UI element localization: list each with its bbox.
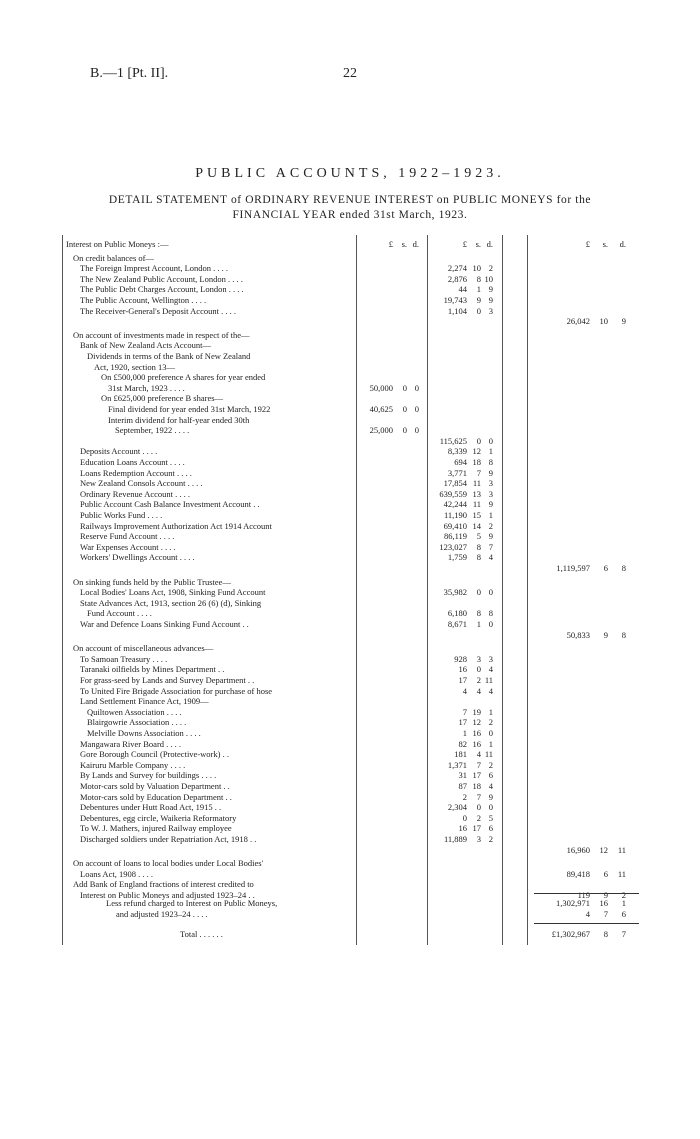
amount-cell: 2,274 10 2 xyxy=(447,263,493,274)
row-label: War Expenses Account . . . . xyxy=(80,541,176,552)
row-label: Kairuru Marble Company . . . . xyxy=(80,759,186,770)
total-amount: £1,302,967 8 7 xyxy=(551,929,626,939)
amount-cell: 25,000 0 0 xyxy=(369,425,419,436)
amount-cell: 2,304 0 0 xyxy=(447,802,493,813)
row-label: War and Defence Loans Sinking Fund Account . . xyxy=(80,619,249,629)
amount-cell: 123,027 8 7 xyxy=(439,541,493,552)
amount-cell: 26,042 10 9 xyxy=(566,316,626,327)
amount-cell: 8,339 12 1 xyxy=(447,446,493,457)
row-label: Public Account Cash Balance Investment Account . . xyxy=(80,499,260,510)
subtitle-line-2: FINANCIAL YEAR ended 31st March, 1923. xyxy=(232,209,468,221)
amount-cell: 7 19 1 xyxy=(462,706,493,717)
row-label: The New Zealand Public Account, London . . . . xyxy=(80,273,243,284)
row-label: Deposits Account . . . . xyxy=(80,446,158,457)
row-label: Reserve Fund Account . . . . xyxy=(80,531,175,542)
amount-cell: 44 1 9 xyxy=(458,284,493,295)
subtitle-line-1: DETAIL STATEMENT of ORDINARY REVENUE INTEREST on PUBLIC MONEYS for the xyxy=(108,194,592,206)
row-label: September, 1922 . . . . xyxy=(115,425,190,436)
row-label: Add Bank of England fractions of interest credited to xyxy=(73,879,254,890)
row-label: Loans Act, 1908 . . . . xyxy=(80,868,153,879)
amount-cell: 119 9 2 xyxy=(577,890,626,900)
amount-cell: 1,104 0 3 xyxy=(447,305,493,316)
row-label: Debentures, egg circle, Waikeria Reformatory xyxy=(80,812,237,823)
refund-label-1: Less refund charged to Interest on Public Moneys, xyxy=(106,898,278,908)
table-border-left xyxy=(62,235,63,945)
amount-cell: £ s. d. xyxy=(388,239,419,249)
amount-cell: 694 18 8 xyxy=(454,457,493,467)
row-label: By Lands and Survey for buildings . . . . xyxy=(80,770,217,781)
row-label: Bank of New Zealand Acts Account— xyxy=(80,340,212,351)
amount-cell: £ s. d. xyxy=(585,239,626,249)
revenue-table xyxy=(62,235,642,945)
column-divider-4 xyxy=(527,235,528,945)
row-label: 31st March, 1923 . . . . xyxy=(108,382,185,393)
row-label: Discharged soldiers under Repatriation Act, 1918 . . xyxy=(80,834,257,844)
amount-cell: 8,671 1 0 xyxy=(447,619,493,629)
page-title: PUBLIC ACCOUNTS, 1922–1923. xyxy=(195,166,505,181)
row-label: Interest on Public Moneys and adjusted 1923–24 . . xyxy=(80,890,255,900)
amount-cell: 0 2 5 xyxy=(462,812,493,823)
amount-cell: 50,833 9 8 xyxy=(566,629,626,640)
amount-cell: 19,743 9 9 xyxy=(443,295,493,305)
row-label: Motor-cars sold by Valuation Department . . xyxy=(80,781,230,791)
amount-cell: 69,410 14 2 xyxy=(443,520,493,531)
row-label: On credit balances of— xyxy=(73,252,154,263)
amount-cell: 1,371 7 2 xyxy=(447,759,493,770)
amount-cell: 11,190 15 1 xyxy=(443,510,493,520)
row-label: Workers' Dwellings Account . . . . xyxy=(80,552,195,563)
row-label: Act, 1920, section 13— xyxy=(94,361,175,372)
row-label: Ordinary Revenue Account . . . . xyxy=(80,488,190,499)
row-label: Local Bodies' Loans Act, 1908, Sinking Fund Account xyxy=(80,587,266,598)
amount-cell: 928 3 3 xyxy=(454,653,493,664)
amount-cell: 35,982 0 0 xyxy=(443,587,493,598)
subtitle xyxy=(50,193,650,223)
row-label: Fund Account . . . . xyxy=(87,608,152,619)
total-label: Total . . . . . . xyxy=(180,929,223,939)
row-label: Land Settlement Finance Act, 1909— xyxy=(80,696,209,707)
amount-cell: 11,889 3 2 xyxy=(443,834,493,844)
amount-cell: 17,854 11 3 xyxy=(443,478,493,489)
row-label: On account of miscellaneous advances— xyxy=(73,643,214,654)
row-label: Loans Redemption Account . . . . xyxy=(80,467,192,478)
column-divider-2 xyxy=(427,235,428,945)
row-label: Blairgowrie Association . . . . xyxy=(87,717,187,728)
row-label: To Samoan Treasury . . . . xyxy=(80,653,168,664)
row-label: On £500,000 preference A shares for year ended xyxy=(101,372,266,383)
row-label: Motor-cars sold by Education Department . . xyxy=(80,791,232,802)
row-label: Mangawara River Board . . . . xyxy=(80,738,182,749)
amount-cell: 1,759 8 4 xyxy=(447,552,493,563)
row-label: Railways Improvement Authorization Act 1914 Account xyxy=(80,520,272,531)
amount-cell: 42,244 11 9 xyxy=(443,499,493,510)
row-label: On £625,000 preference B shares— xyxy=(101,393,224,404)
amount-cell: 115,625 0 0 xyxy=(439,435,493,446)
amount-cell: 16,960 12 11 xyxy=(566,844,626,855)
row-label: Quiltowen Association . . . . xyxy=(87,706,182,717)
amount-cell: 639,559 13 3 xyxy=(439,488,493,499)
row-label: On account of investments made in respect of the— xyxy=(73,329,250,340)
row-label: For grass-seed by Lands and Survey Department . . xyxy=(80,675,255,685)
refund-amount: 4 7 6 xyxy=(585,909,626,919)
row-label: The Receiver-General's Deposit Account . . . . xyxy=(80,305,236,316)
row-label: To United Fire Brigade Association for purchase of hose xyxy=(80,685,273,696)
amount-cell: 2,876 8 10 xyxy=(447,273,493,284)
amount-cell: 31 17 6 xyxy=(458,770,493,781)
row-label: Debentures under Hutt Road Act, 1915 . . xyxy=(80,802,222,813)
amount-cell: 6,180 8 8 xyxy=(447,608,493,619)
amount-cell: 89,418 6 11 xyxy=(566,868,626,879)
row-label: Interim dividend for half-year ended 30th xyxy=(108,414,250,425)
amount-cell: 16 0 4 xyxy=(458,664,493,675)
document-reference: B.—1 [Pt. II]. xyxy=(90,66,169,81)
amount-cell: 86,119 5 9 xyxy=(443,531,493,542)
amount-cell: 181 4 11 xyxy=(454,749,493,760)
row-label: Taranaki oilfields by Mines Department . . xyxy=(80,664,225,675)
amount-cell: 4 4 4 xyxy=(462,685,493,696)
amount-cell: 3,771 7 9 xyxy=(447,467,493,478)
page-number: 22 xyxy=(343,66,357,81)
row-label: Final dividend for year ended 31st March, 1922 xyxy=(108,404,271,414)
amount-cell: 17 12 2 xyxy=(458,717,493,728)
row-label: Melville Downs Association . . . . xyxy=(87,728,201,738)
amount-cell: 40,625 0 0 xyxy=(369,404,419,414)
total-rule xyxy=(534,923,639,924)
row-label: On account of loans to local bodies under Local Bodies' xyxy=(73,858,264,869)
amount-cell: 16 17 6 xyxy=(458,823,493,834)
row-label: On sinking funds held by the Public Trustee— xyxy=(73,576,231,587)
row-label: State Advances Act, 1913, section 26 (6) (d), Sinking xyxy=(80,597,262,608)
column-divider-3 xyxy=(502,235,503,945)
subtotal-amount: 1,302,971 16 1 xyxy=(556,898,626,908)
row-label: New Zealand Consols Account . . . . xyxy=(80,478,203,489)
row-label: To W. J. Mathers, injured Railway employee xyxy=(80,823,232,834)
amount-cell: 87 18 4 xyxy=(458,781,493,791)
row-label: Public Works Fund . . . . xyxy=(80,510,163,520)
amount-cell: 1,119,597 6 8 xyxy=(556,563,626,573)
amount-cell: 2 7 9 xyxy=(462,791,493,802)
row-label: Education Loans Account . . . . xyxy=(80,457,185,467)
row-label: Interest on Public Moneys :— xyxy=(66,239,169,249)
amount-cell: 17 2 11 xyxy=(458,675,493,685)
refund-label-2: and adjusted 1923–24 . . . . xyxy=(116,909,208,919)
row-label: The Public Account, Wellington . . . . xyxy=(80,295,207,305)
subtotal-rule xyxy=(534,893,639,894)
row-label: The Public Debt Charges Account, London . . . . xyxy=(80,284,244,295)
amount-cell: 50,000 0 0 xyxy=(369,382,419,393)
amount-cell: £ s. d. xyxy=(462,239,493,249)
row-label: The Foreign Imprest Account, London . . . . xyxy=(80,263,229,274)
row-label: Dividends in terms of the Bank of New Zealand xyxy=(87,351,251,361)
amount-cell: 1 16 0 xyxy=(462,728,493,738)
row-label: Gore Borough Council (Protective-work) . . xyxy=(80,749,229,760)
amount-cell: 82 16 1 xyxy=(458,738,493,749)
